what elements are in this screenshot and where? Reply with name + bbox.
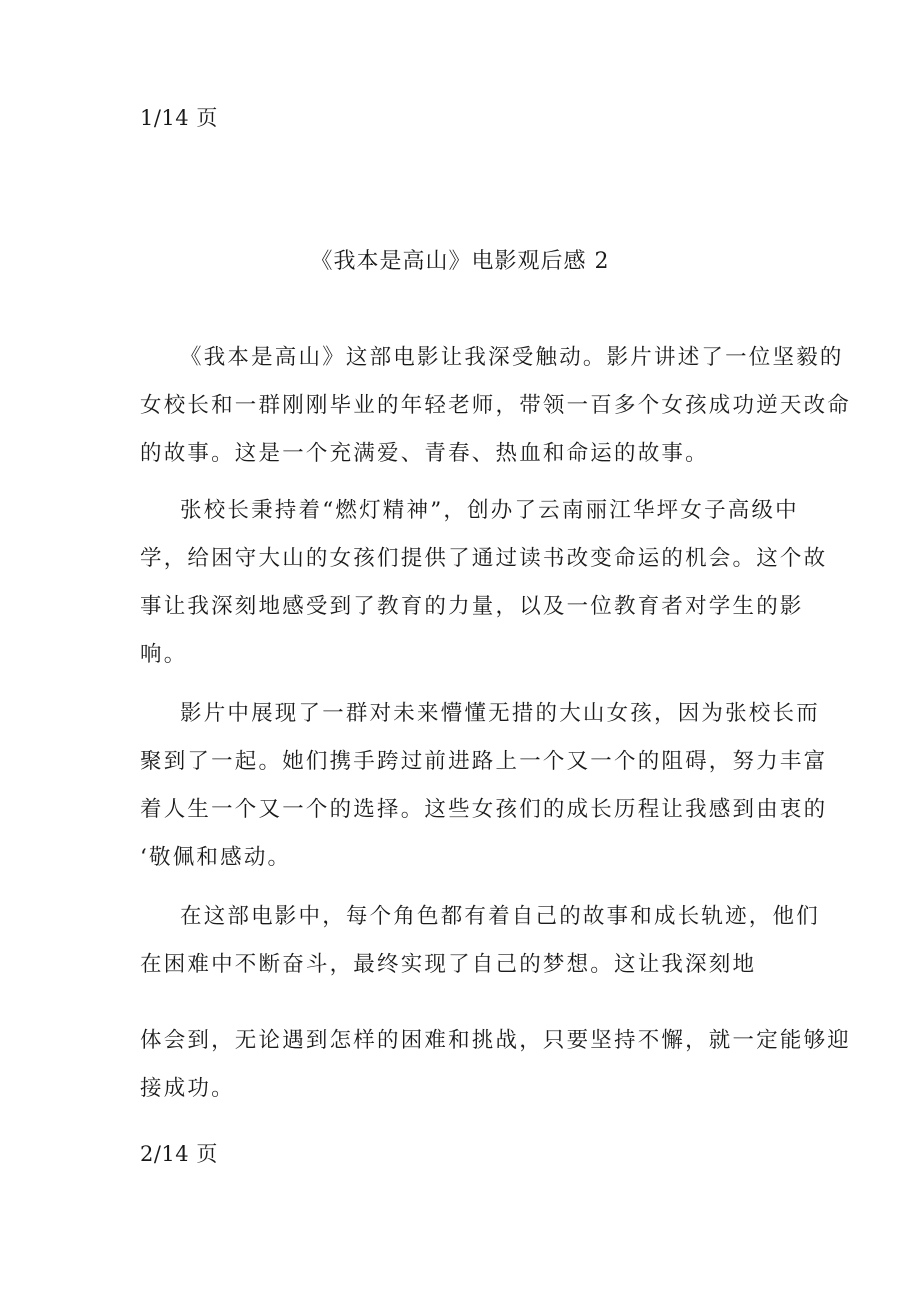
paragraph-line: 女校长和一群刚刚毕业的年轻老师，带领一百多个女孩成功逆天改命 <box>140 393 852 418</box>
paragraph-5 <box>140 1017 852 1113</box>
paragraph-line: 在这部电影中，每个角色都有着自己的故事和成长轨迹，他们 <box>180 904 820 929</box>
paragraph-3 <box>140 690 828 882</box>
paragraph-line: 张校长秉持着“燃灯精神”，创办了云南丽江华坪女子高级中 <box>180 498 799 523</box>
paragraph-line: 响。 <box>140 642 188 667</box>
paragraph-line: 体会到，无论遇到怎样的困难和挑战，只要坚持不懈，就一定能够迎 <box>140 1028 852 1053</box>
paragraph-line: ‘敬佩和感动。 <box>140 845 292 870</box>
paragraph-line: 在困难中不断奋斗，最终实现了自己的梦想。这让我深刻地 <box>140 952 757 977</box>
paragraph-line: 影片中展现了一群对未来懵懂无措的大山女孩，因为张校长而 <box>180 701 820 726</box>
paragraph-2 <box>140 487 828 679</box>
paragraph-line: 的故事。这是一个充满爱、青春、热血和命运的故事。 <box>140 441 709 466</box>
page-number-bottom: 2/14 页 <box>140 1142 218 1166</box>
paragraph-line: 聚到了一起。她们携手跨过前进路上一个又一个的阻碍，努力丰富 <box>140 749 828 774</box>
paragraph-line: 学，给困守大山的女孩们提供了通过读书改变命运的机会。这个故 <box>140 546 828 571</box>
paragraph-line: 《我本是高山》这部电影让我深受触动。影片讲述了一位坚毅的 <box>180 345 844 370</box>
paragraph-4 <box>140 893 820 989</box>
paragraph-1 <box>140 334 852 478</box>
paragraph-line: 接成功。 <box>140 1076 235 1101</box>
paragraph-line: 着人生一个又一个的选择。这些女孩们的成长历程让我感到由衷的 <box>140 797 828 822</box>
paragraph-line: 事让我深刻地感受到了教育的力量，以及一位教育者对学生的影 <box>140 594 804 619</box>
document-title: 《我本是高山》电影观后感 2 <box>310 249 610 274</box>
page-number-top: 1/14 页 <box>140 106 218 130</box>
